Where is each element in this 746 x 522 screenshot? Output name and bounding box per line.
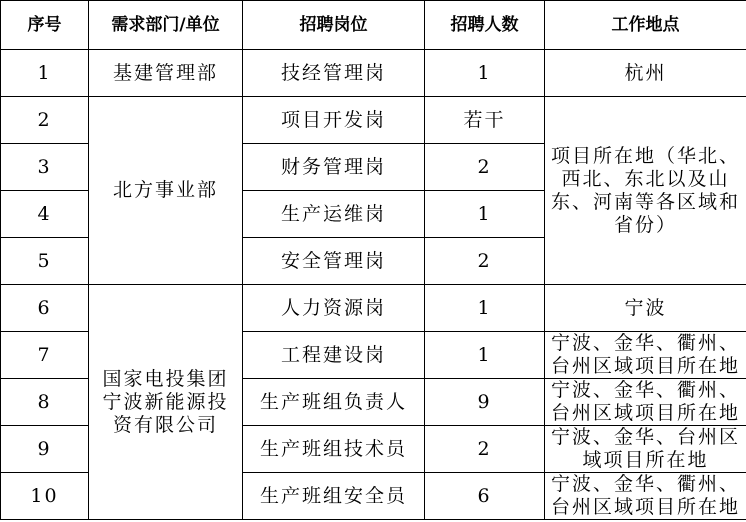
row-no: 2 (1, 97, 89, 144)
header-count: 招聘人数 (425, 1, 545, 50)
row-position: 生产班组负责人 (243, 379, 425, 426)
row-count: 1 (425, 332, 545, 379)
row-no: 7 (1, 332, 89, 379)
row-dept: 基建管理部 (89, 50, 243, 97)
row-position: 工程建设岗 (243, 332, 425, 379)
row-position: 生产运维岗 (243, 191, 425, 238)
header-location: 工作地点 (545, 1, 746, 50)
header-dept: 需求部门/单位 (89, 1, 243, 50)
row-count: 9 (425, 379, 545, 426)
row-count: 若干 (425, 97, 545, 144)
header-position: 招聘岗位 (243, 1, 425, 50)
row-count: 2 (425, 238, 545, 285)
row-no: 3 (1, 144, 89, 191)
header-row (1, 1, 746, 50)
row-no: 6 (1, 285, 89, 332)
row-position: 生产班组技术员 (243, 426, 425, 473)
row-count: 1 (425, 285, 545, 332)
row-location: 宁波、金华、台州区域项目所在地 (545, 426, 746, 473)
row-count: 2 (425, 426, 545, 473)
table-row (1, 285, 746, 332)
table-row (1, 50, 746, 97)
table-row (1, 97, 746, 144)
row-no: 9 (1, 426, 89, 473)
row-location: 宁波、金华、衢州、台州区域项目所在地 (545, 332, 746, 379)
row-no: 1 (1, 50, 89, 97)
row-position: 技经管理岗 (243, 50, 425, 97)
row-dept: 北方事业部 (89, 97, 243, 285)
row-position: 安全管理岗 (243, 238, 425, 285)
row-location: 宁波 (545, 285, 746, 332)
row-no: 5 (1, 238, 89, 285)
row-location: 宁波、金华、衢州、台州区域项目所在地 (545, 379, 746, 426)
row-position: 财务管理岗 (243, 144, 425, 191)
row-location: 项目所在地（华北、西北、东北以及山东、河南等各区域和省份） (545, 97, 746, 285)
row-count: 2 (425, 144, 545, 191)
header-no: 序号 (1, 1, 89, 50)
row-count: 1 (425, 191, 545, 238)
row-dept: 国家电投集团宁波新能源投资有限公司 (89, 285, 243, 520)
row-no: 10 (1, 473, 89, 520)
row-count: 1 (425, 50, 545, 97)
row-no: 4 (1, 191, 89, 238)
row-no: 8 (1, 379, 89, 426)
row-location: 宁波、金华、衢州、台州区域项目所在地 (545, 473, 746, 520)
row-count: 6 (425, 473, 545, 520)
row-location: 杭州 (545, 50, 746, 97)
row-position: 人力资源岗 (243, 285, 425, 332)
row-position: 项目开发岗 (243, 97, 425, 144)
row-position: 生产班组安全员 (243, 473, 425, 520)
